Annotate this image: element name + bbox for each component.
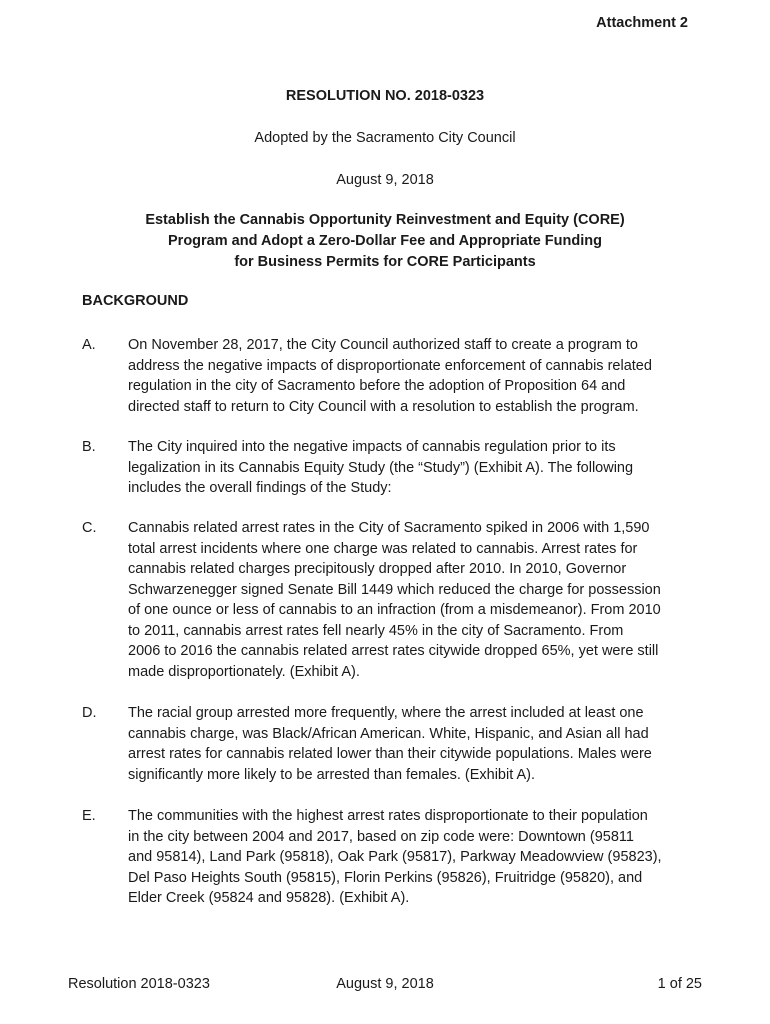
title-line: for Business Permits for CORE Participants bbox=[234, 254, 536, 270]
paragraph-line: The communities with the highest arrest rates disproportionate to their population bbox=[128, 808, 648, 824]
paragraph-line: Schwarzenegger signed Senate Bill 1449 which reduced the charge for possession bbox=[128, 581, 661, 598]
paragraph-text bbox=[128, 518, 708, 682]
footer-date: August 9, 2018 bbox=[336, 976, 434, 992]
paragraph-line: directed staff to return to City Council with a resolution to establish the program. bbox=[128, 398, 639, 415]
attachment-label: Attachment 2 bbox=[596, 15, 688, 31]
paragraph-line: in the city between 2004 and 2017, based on zip code were: Downtown (95811 bbox=[128, 828, 634, 845]
paragraph-line: On November 28, 2017, the City Council authorized staff to create a program to bbox=[128, 337, 638, 353]
paragraph-letter: E. bbox=[82, 808, 96, 824]
paragraph-line: The racial group arrested more frequently, where the arrest included at least one bbox=[128, 705, 644, 721]
paragraph-text bbox=[128, 437, 708, 499]
footer-page-number: 1 of 25 bbox=[657, 976, 702, 992]
paragraph-letter: D. bbox=[82, 705, 97, 721]
paragraph-line: regulation in the city of Sacramento before the adoption of Proposition 64 and bbox=[128, 378, 626, 394]
paragraph-text bbox=[128, 703, 708, 785]
adopted-by: Adopted by the Sacramento City Council bbox=[254, 130, 516, 146]
paragraph-line: Del Paso Heights South (95815), Florin Perkins (95826), Fruitridge (95820), and bbox=[128, 869, 643, 886]
paragraph-letter: B. bbox=[82, 439, 96, 455]
resolution-date: August 9, 2018 bbox=[336, 172, 434, 188]
paragraph-line: to 2011, cannabis arrest rates fell nearly 45% in the city of Sacramento. From bbox=[128, 622, 624, 639]
paragraph-line: address the negative impacts of disproportionate enforcement of cannabis related bbox=[128, 357, 652, 374]
paragraph-text bbox=[128, 335, 708, 417]
paragraph-letter: C. bbox=[82, 520, 97, 536]
paragraph-line: The City inquired into the negative impacts of cannabis regulation prior to its bbox=[128, 439, 616, 455]
title-line: Establish the Cannabis Opportunity Reinvestment and Equity (CORE) bbox=[145, 212, 625, 228]
paragraph-line: cannabis related charges precipitously dropped after 2010. In 2010, Governor bbox=[128, 561, 627, 577]
title-line: Program and Adopt a Zero-Dollar Fee and Appropriate Funding bbox=[168, 233, 602, 249]
paragraph-line: Elder Creek (95824 and 95828). (Exhibit A). bbox=[128, 890, 410, 906]
paragraph-line: made disproportionately. (Exhibit A). bbox=[128, 663, 360, 680]
resolution-number: RESOLUTION NO. 2018-0323 bbox=[285, 88, 485, 104]
paragraph-line: of one ounce or less of cannabis to an infraction (from a misdemeanor). From 2010 bbox=[128, 602, 661, 618]
paragraph-line: Cannabis related arrest rates in the City of Sacramento spiked in 2006 with 1,590 bbox=[128, 520, 650, 536]
paragraph-line: significantly more likely to be arrested than females. (Exhibit A). bbox=[128, 766, 535, 783]
footer-resolution: Resolution 2018-0323 bbox=[68, 976, 210, 992]
paragraph-text bbox=[128, 806, 708, 909]
paragraph-line: includes the overall findings of the Study: bbox=[128, 480, 392, 496]
paragraph-letter: A. bbox=[82, 337, 96, 353]
paragraph-line: cannabis charge, was Black/African American. White, Hispanic, and Asian all had bbox=[128, 725, 649, 742]
paragraph-line: total arrest incidents where one charge was related to cannabis. Arrest rates for bbox=[128, 540, 638, 557]
resolution-title bbox=[0, 210, 770, 273]
paragraph-line: legalization in its Cannabis Equity Study (the “Study”) (Exhibit A). The following bbox=[128, 459, 634, 476]
background-heading: BACKGROUND bbox=[82, 293, 189, 309]
paragraph-line: arrest rates for cannabis related lower than their citywide populations. Males were bbox=[128, 746, 652, 762]
paragraph-line: 2006 to 2016 the cannabis related arrest rates citywide dropped 65%, yet were still bbox=[128, 643, 659, 659]
paragraph-line: and 95814), Land Park (95818), Oak Park (95817), Parkway Meadowview (95823), bbox=[128, 849, 662, 865]
